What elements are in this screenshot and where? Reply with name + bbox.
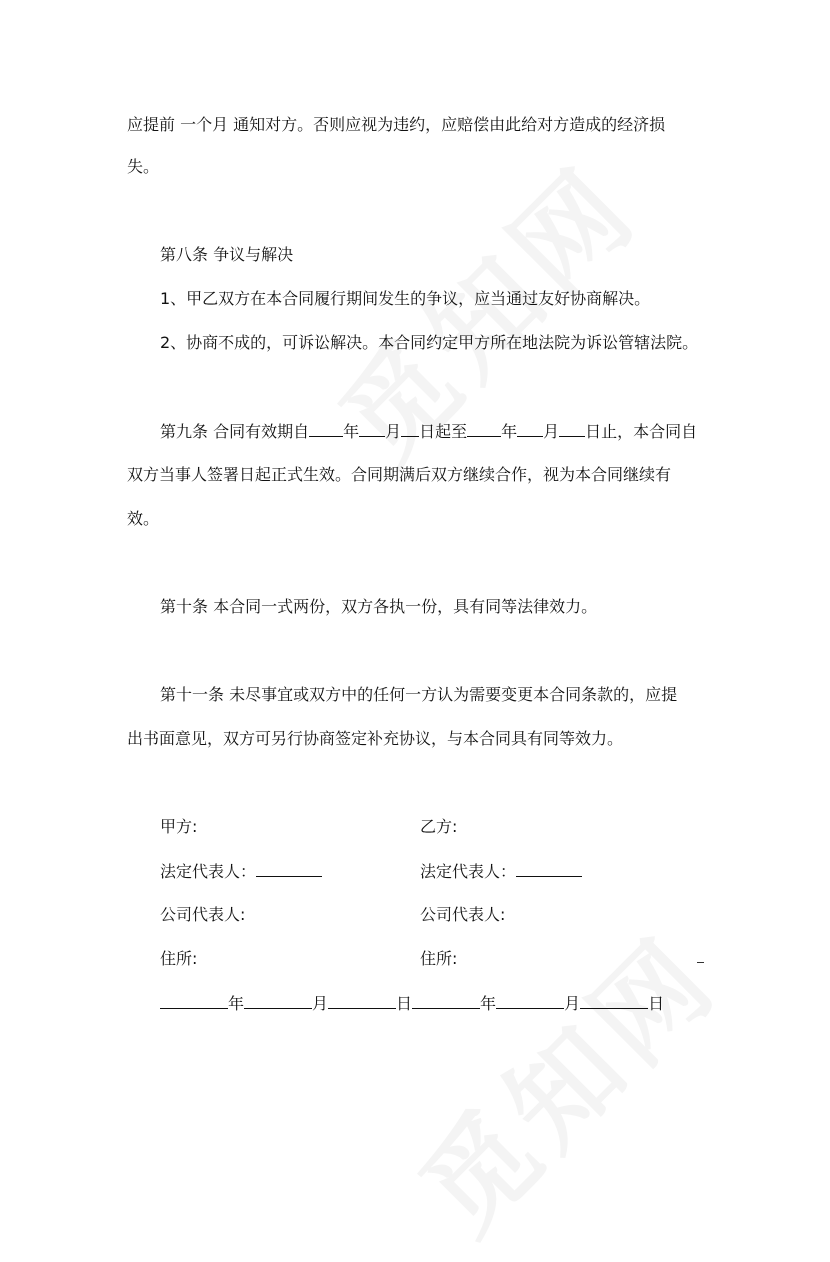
date-day: 日 — [396, 994, 413, 1013]
article-11-line-1: 第十一条 未尽事宜或双方中的任何一方认为需要变更本合同条款的，应提 — [160, 685, 678, 704]
article-9-prefix: 第九条 合同有效期自 — [160, 422, 310, 441]
article-9-day-to: 日止，本合同自 — [585, 422, 698, 441]
party-a-address: 住所: — [160, 949, 198, 968]
legal-rep-label: 法定代表人： — [420, 862, 517, 881]
article-8-item-1: 1、甲乙双方在本合同履行期间发生的争议，应当通过友好协商解决。 — [160, 289, 651, 308]
article-10: 第十条 本合同一式两份，双方各执一份，具有同等法律效力。 — [160, 597, 598, 616]
blank-day — [580, 992, 648, 1009]
date-year: 年 — [228, 994, 245, 1013]
article-9-day-from: 日起至 — [419, 422, 468, 441]
article-9-month: 月 — [543, 422, 560, 441]
blank-month — [496, 992, 564, 1009]
party-b-label: 乙方: — [420, 817, 458, 836]
article-8-item-2: 2、协商不成的，可诉讼解决。本合同约定甲方所在地法院为诉讼管辖法院。 — [160, 333, 699, 352]
date-month: 月 — [312, 994, 329, 1013]
blank-year — [467, 420, 501, 437]
article-9-line-1 — [160, 420, 697, 443]
blank-year — [309, 420, 343, 437]
date-day: 日 — [648, 994, 665, 1013]
article-9-line-2: 双方当事人签署日起正式生效。合同期满后双方继续合作，视为本合同继续有 — [127, 465, 672, 484]
blank-day — [401, 420, 419, 437]
blank-day — [559, 420, 585, 437]
article-11-line-2: 出书面意见，双方可另行协商签定补充协议，与本合同具有同等效力。 — [127, 729, 624, 748]
party-a-legal-rep — [160, 860, 322, 883]
article-7-continuation-line-1: 应提前 一个月 通知对方。否则应视为违约，应赔偿由此给对方造成的经济损 — [127, 115, 666, 134]
article-9-year: 年 — [343, 422, 360, 441]
date-year: 年 — [480, 994, 497, 1013]
blank-signature — [516, 860, 582, 877]
blank-day — [328, 992, 396, 1009]
party-b-company-rep: 公司代表人: — [420, 905, 506, 924]
party-a-company-rep: 公司代表人: — [160, 905, 246, 924]
article-9-month: 月 — [385, 422, 402, 441]
date-month: 月 — [564, 994, 581, 1013]
blank-signature — [256, 860, 322, 877]
article-9-line-3: 效。 — [127, 509, 160, 528]
article-7-continuation-line-2: 失。 — [127, 157, 160, 176]
signing-date-line — [160, 992, 664, 1015]
blank-year — [412, 992, 480, 1009]
blank-month — [359, 420, 385, 437]
party-a-label: 甲方: — [160, 817, 198, 836]
party-b-address: 住所: — [420, 949, 458, 968]
article-8-title: 第八条 争议与解决 — [160, 245, 294, 264]
blank-month — [244, 992, 312, 1009]
blank-year — [160, 992, 228, 1009]
article-9-year: 年 — [501, 422, 518, 441]
blank-month — [517, 420, 543, 437]
party-b-legal-rep — [420, 860, 582, 883]
legal-rep-label: 法定代表人： — [160, 862, 257, 881]
stray-dash — [697, 962, 704, 963]
